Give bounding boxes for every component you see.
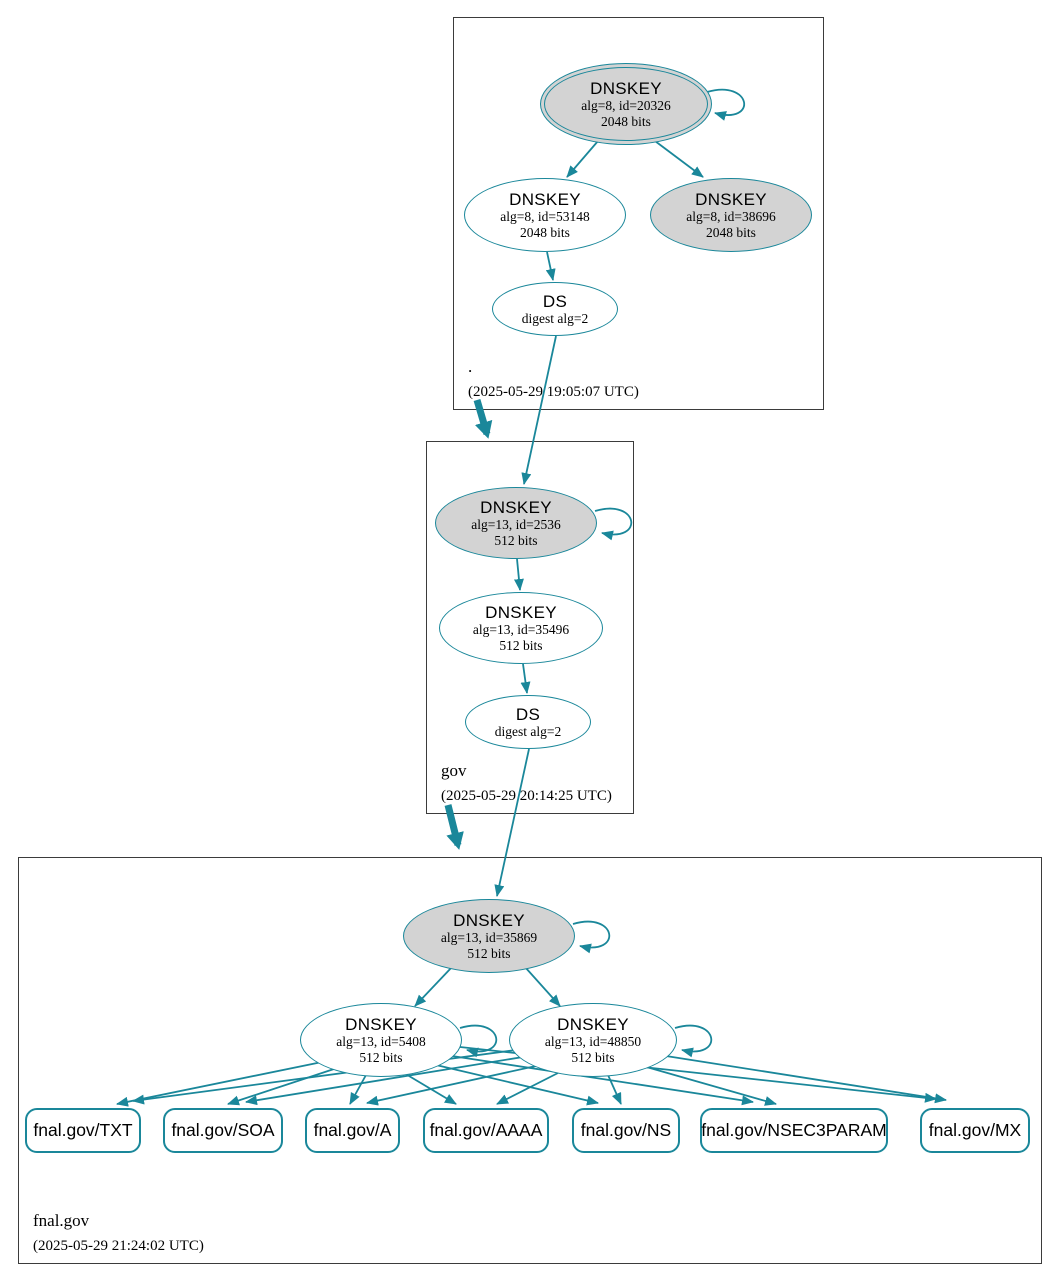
node-bits: 2048 bits (601, 113, 651, 129)
node-title: DNSKEY (480, 497, 552, 517)
ds-node-gov-in-root (492, 282, 618, 336)
edge-fnal-ksk-to-zsk48850 (525, 967, 560, 1006)
edge-zsk5408-to-a (350, 1075, 366, 1104)
edge-gov-ksk-to-zsk35496 (517, 559, 520, 590)
node-title: DNSKEY (453, 910, 525, 930)
edge-zsk48850-to-mx (666, 1056, 946, 1100)
zone-timestamp-fnal-gov: (2025-05-29 21:24:02 UTC) (33, 1238, 204, 1254)
edge-zsk53148-to-ds (547, 252, 553, 280)
node-detail: alg=8, id=38696 (686, 208, 776, 224)
node-bits: 512 bits (499, 637, 543, 653)
edge-fnal-ksk-to-zsk5408 (415, 967, 452, 1006)
dnskey-node-root-zsk-53148 (464, 178, 626, 252)
node-title: DNSKEY (509, 189, 581, 209)
rrset-box-fnal-gov-aaaa (423, 1108, 549, 1153)
zone-timestamp-root: (2025-05-29 19:05:07 UTC) (468, 384, 639, 400)
zone-name-root: . (468, 357, 473, 376)
edge-gov-ds-to-fnal-ksk (497, 749, 529, 896)
node-detail: digest alg=2 (521, 310, 589, 326)
dnskey-node-fnal-zsk-48850 (509, 1003, 677, 1077)
node-title: DNSKEY (345, 1014, 417, 1034)
rrset-label: fnal.gov/A (313, 1120, 392, 1140)
dnskey-node-root-38696 (650, 178, 812, 252)
edge-gov-ksk-self-sign (595, 509, 631, 535)
node-title: DNSKEY (590, 78, 662, 98)
edge-root-ksk-to-zsk53148 (567, 141, 598, 177)
node-title: DNSKEY (557, 1014, 629, 1034)
rrset-box-fnal-gov-txt (25, 1108, 141, 1153)
rrset-box-fnal-gov-nsec3param (700, 1108, 888, 1153)
node-bits: 2048 bits (520, 224, 570, 240)
ds-node-fnal-in-gov (465, 695, 591, 749)
edge-root-ksk-self-sign (707, 90, 744, 115)
node-detail: digest alg=2 (494, 723, 562, 739)
node-detail: alg=13, id=48850 (544, 1033, 642, 1049)
edge-zsk48850-to-nsec3param (643, 1066, 776, 1104)
dnskey-node-root-ksk-20326 (540, 63, 712, 145)
rrset-label: fnal.gov/TXT (33, 1120, 133, 1140)
rrset-label: fnal.gov/NSEC3PARAM (701, 1120, 887, 1140)
node-bits: 512 bits (467, 945, 511, 961)
node-title: DS (542, 291, 568, 311)
rrset-label: fnal.gov/NS (580, 1120, 672, 1140)
edge-zsk48850-to-aaaa (497, 1073, 558, 1104)
dnskey-node-gov-ksk-2536 (435, 487, 597, 559)
node-detail: alg=13, id=2536 (471, 516, 561, 532)
zone-name-fnal-gov: fnal.gov (33, 1211, 90, 1230)
dnskey-node-fnal-ksk-35869 (403, 899, 575, 973)
node-detail: alg=13, id=35496 (472, 621, 570, 637)
edge-delegation-root-to-gov (477, 400, 487, 434)
rrset-box-fnal-gov-ns (572, 1108, 680, 1153)
rrset-box-fnal-gov-soa (163, 1108, 283, 1153)
edge-root-ds-to-gov-ksk (524, 336, 556, 484)
node-title: DNSKEY (695, 189, 767, 209)
node-detail: alg=13, id=35869 (440, 929, 538, 945)
edge-zsk35496-to-ds (523, 664, 527, 693)
node-bits: 2048 bits (706, 224, 756, 240)
node-title: DNSKEY (485, 602, 557, 622)
node-bits: 512 bits (359, 1049, 403, 1065)
rrset-box-fnal-gov-mx (920, 1108, 1030, 1153)
node-detail: alg=13, id=5408 (336, 1033, 426, 1049)
node-detail: alg=8, id=20326 (581, 97, 671, 113)
node-detail: alg=8, id=53148 (500, 208, 590, 224)
zone-name-gov: gov (441, 761, 467, 780)
rrset-box-fnal-gov-a (305, 1108, 400, 1153)
rrset-label: fnal.gov/SOA (171, 1120, 275, 1140)
dnskey-node-fnal-zsk-5408 (300, 1003, 462, 1077)
node-title: DS (515, 704, 541, 724)
edge-zsk48850-self-sign (675, 1026, 711, 1052)
edge-fnal-ksk-self-sign (573, 922, 609, 948)
edge-root-ksk-to-dnskey38696 (655, 141, 703, 177)
dnskey-node-gov-zsk-35496 (439, 592, 603, 664)
rrset-label: fnal.gov/MX (928, 1120, 1022, 1140)
edge-zsk48850-to-ns (608, 1075, 621, 1104)
node-bits: 512 bits (571, 1049, 615, 1065)
node-bits: 512 bits (494, 532, 538, 548)
zone-timestamp-gov: (2025-05-29 20:14:25 UTC) (441, 788, 612, 804)
edge-delegation-gov-to-fnal (448, 805, 458, 845)
rrset-label: fnal.gov/AAAA (429, 1120, 543, 1140)
